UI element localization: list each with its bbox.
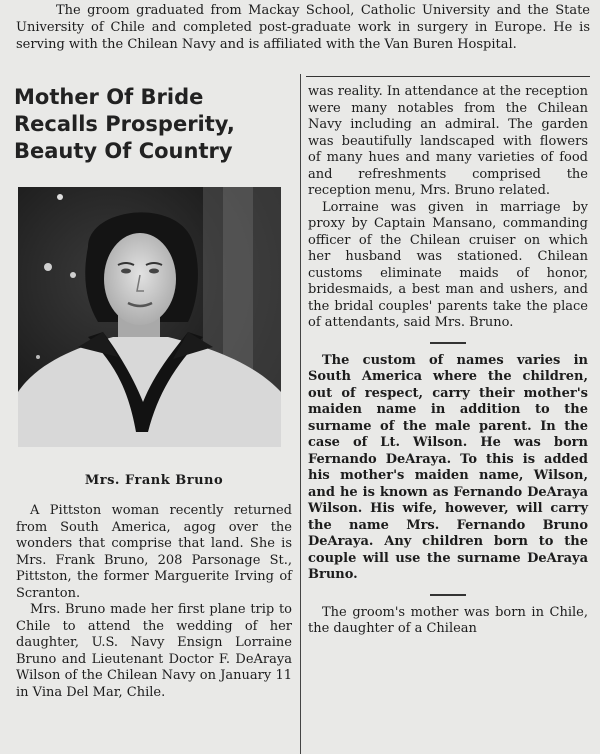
headline-line-1: Mother Of Bride bbox=[14, 85, 204, 109]
section-dash-2 bbox=[430, 594, 466, 596]
column-top-rule bbox=[306, 76, 590, 77]
left-paragraph-2: Mrs. Bruno made her first plane trip to Chile to attend the wedding of her daughter, U.S. Navy Ensign Lorraine Bruno and Lieutenant Doctor F. DeAraya Wilson of the Chilean Navy on January 11 in Vina Del Mar, Chile. bbox=[16, 602, 292, 700]
article-headline bbox=[14, 84, 294, 165]
top-paragraph-text: The groom graduated from Mackay School, Catholic University and the State University of Chile and completed post-graduate work in surgery in Europe. He is serving with the Chilean Navy and is affiliated with the Van Buren Hospital. bbox=[16, 3, 590, 52]
portrait-photo-image bbox=[18, 187, 281, 447]
headline-line-3: Beauty Of Country bbox=[14, 139, 233, 163]
right-paragraph-3: The custom of names varies in South America where the children, out of respect, carry their mother's maiden name in addition to the surname of the male parent. In the case of Lt. Wilson. He was born Fernando DeAraya. To this is added his mother's maiden name, Wilson, and he is known as Fernando DeAraya Wilson. His wife, however, will carry the name Mrs. Fernando Bruno DeAraya. Any children born to the couple will use the surname DeAraya Bruno. bbox=[308, 352, 588, 582]
photo-caption: Mrs. Frank Bruno bbox=[84, 473, 224, 488]
headline-line-2: Recalls Prosperity, bbox=[14, 112, 235, 136]
right-column-text bbox=[308, 84, 588, 638]
section-dash-1 bbox=[430, 342, 466, 344]
top-paragraph bbox=[16, 2, 590, 53]
right-paragraph-1: was reality. In attendance at the reception were many notables from the Chilean Navy including an admiral. The garden was beautifully landscaped with flowers of many hues and many varieties of food and refreshments comprised the reception menu, Mrs. Bruno related. bbox=[308, 84, 588, 198]
portrait-photo bbox=[18, 187, 281, 447]
left-column-text bbox=[16, 503, 292, 701]
left-paragraph-1: A Pittston woman recently returned from South America, agog over the wonders that comprise that land. She is Mrs. Frank Bruno, 208 Parsonage St., Pittston, the former Marguerite Irving of Scranton. bbox=[16, 503, 292, 601]
column-divider-rule bbox=[300, 74, 301, 754]
right-paragraph-2: Lorraine was given in marriage by proxy by Captain Mansano, commanding officer of the Chilean cruiser on which her husband was stationed. Chilean customs eliminate maids of honor, bridesmaids, a best man and ushers, and the bridal couples' parents take the place of attendants, said Mrs. Bruno. bbox=[308, 199, 588, 330]
right-paragraph-4: The groom's mother was born in Chile, the daughter of a Chilean bbox=[308, 604, 588, 636]
